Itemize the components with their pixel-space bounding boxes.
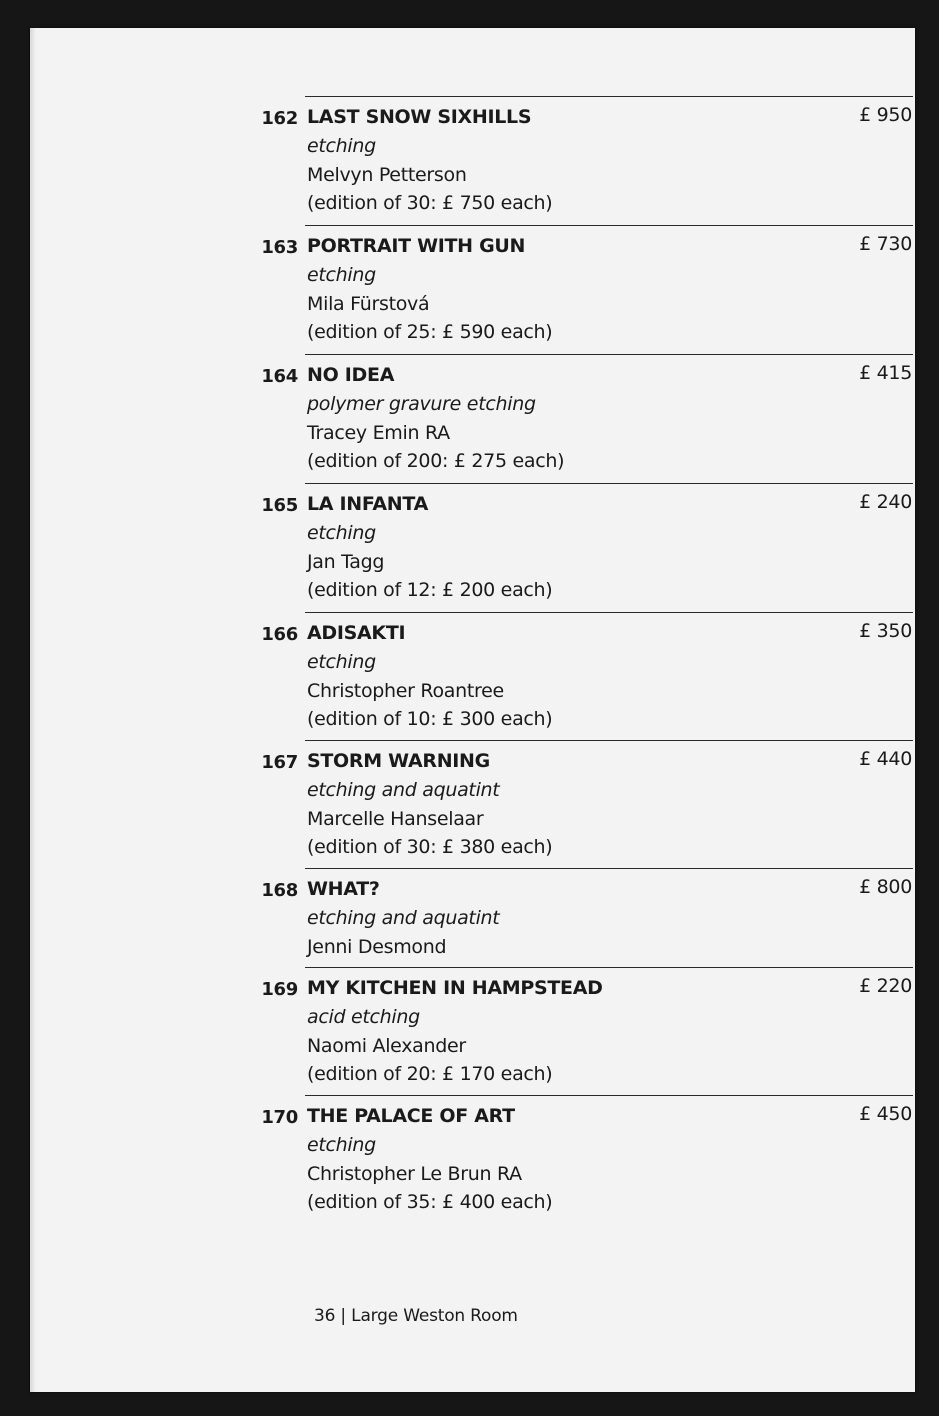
entry-title: LAST SNOW SIXHILLS xyxy=(307,106,532,128)
entry-title: PORTRAIT WITH GUN xyxy=(307,235,526,257)
entry-edition: (edition of 20: £ 170 each) xyxy=(307,1063,553,1085)
entry-number: 164 xyxy=(261,366,298,387)
entry-edition: (edition of 10: £ 300 each) xyxy=(307,708,553,730)
entry-divider xyxy=(305,612,913,613)
entry-title: NO IDEA xyxy=(307,364,395,386)
entry-number: 168 xyxy=(261,880,298,901)
entry-edition: (edition of 12: £ 200 each) xyxy=(307,579,553,601)
entry-number: 167 xyxy=(261,752,298,773)
entry-title: WHAT? xyxy=(307,878,380,900)
entry-price: £ 450 xyxy=(859,1103,912,1125)
entry-edition: (edition of 25: £ 590 each) xyxy=(307,321,553,343)
entry-divider xyxy=(305,1095,913,1096)
entry-number: 169 xyxy=(261,979,298,1000)
entry-price: £ 350 xyxy=(859,620,912,642)
entry-medium: etching xyxy=(307,651,376,673)
entry-medium: polymer gravure etching xyxy=(307,393,536,415)
entry-artist: Melvyn Petterson xyxy=(307,164,467,186)
entry-artist: Mila Fürstová xyxy=(307,293,430,315)
entry-title: STORM WARNING xyxy=(307,750,490,772)
entry-divider xyxy=(305,225,913,226)
entry-price: £ 730 xyxy=(859,233,912,255)
entry-divider xyxy=(305,868,913,869)
catalogue-page xyxy=(30,28,915,1392)
entry-number: 166 xyxy=(261,624,298,645)
entry-price: £ 240 xyxy=(859,491,912,513)
entry-number: 165 xyxy=(261,495,298,516)
entry-price: £ 220 xyxy=(859,975,912,997)
entry-artist: Tracey Emin RA xyxy=(307,422,450,444)
entry-medium: etching and aquatint xyxy=(307,907,500,929)
entry-artist: Christopher Le Brun RA xyxy=(307,1163,522,1185)
entry-medium: acid etching xyxy=(307,1006,420,1028)
entry-edition: (edition of 30: £ 380 each) xyxy=(307,836,553,858)
entry-edition: (edition of 200: £ 275 each) xyxy=(307,450,565,472)
entry-artist: Jan Tagg xyxy=(307,551,385,573)
entry-title: MY KITCHEN IN HAMPSTEAD xyxy=(307,977,603,999)
entry-price: £ 440 xyxy=(859,748,912,770)
entry-number: 170 xyxy=(261,1107,298,1128)
entry-medium: etching xyxy=(307,522,376,544)
entry-price: £ 415 xyxy=(859,362,912,384)
entry-title: LA INFANTA xyxy=(307,493,428,515)
entry-artist: Christopher Roantree xyxy=(307,680,504,702)
entry-price: £ 950 xyxy=(859,104,912,126)
entry-title: ADISAKTI xyxy=(307,622,406,644)
entry-artist: Naomi Alexander xyxy=(307,1035,466,1057)
entry-price: £ 800 xyxy=(859,876,912,898)
entry-medium: etching and aquatint xyxy=(307,779,500,801)
entry-divider xyxy=(305,483,913,484)
page-footer: 36 | Large Weston Room xyxy=(314,1306,518,1326)
entry-divider xyxy=(305,967,913,968)
entry-medium: etching xyxy=(307,264,376,286)
entry-artist: Jenni Desmond xyxy=(307,936,447,958)
entry-title: THE PALACE OF ART xyxy=(307,1105,515,1127)
entry-number: 163 xyxy=(261,237,298,258)
entry-medium: etching xyxy=(307,1134,376,1156)
entry-divider xyxy=(305,740,913,741)
entry-artist: Marcelle Hanselaar xyxy=(307,808,484,830)
entry-medium: etching xyxy=(307,135,376,157)
entry-edition: (edition of 35: £ 400 each) xyxy=(307,1191,553,1213)
entry-divider xyxy=(305,96,913,97)
entry-edition: (edition of 30: £ 750 each) xyxy=(307,192,553,214)
entry-divider xyxy=(305,354,913,355)
entry-number: 162 xyxy=(261,108,298,129)
